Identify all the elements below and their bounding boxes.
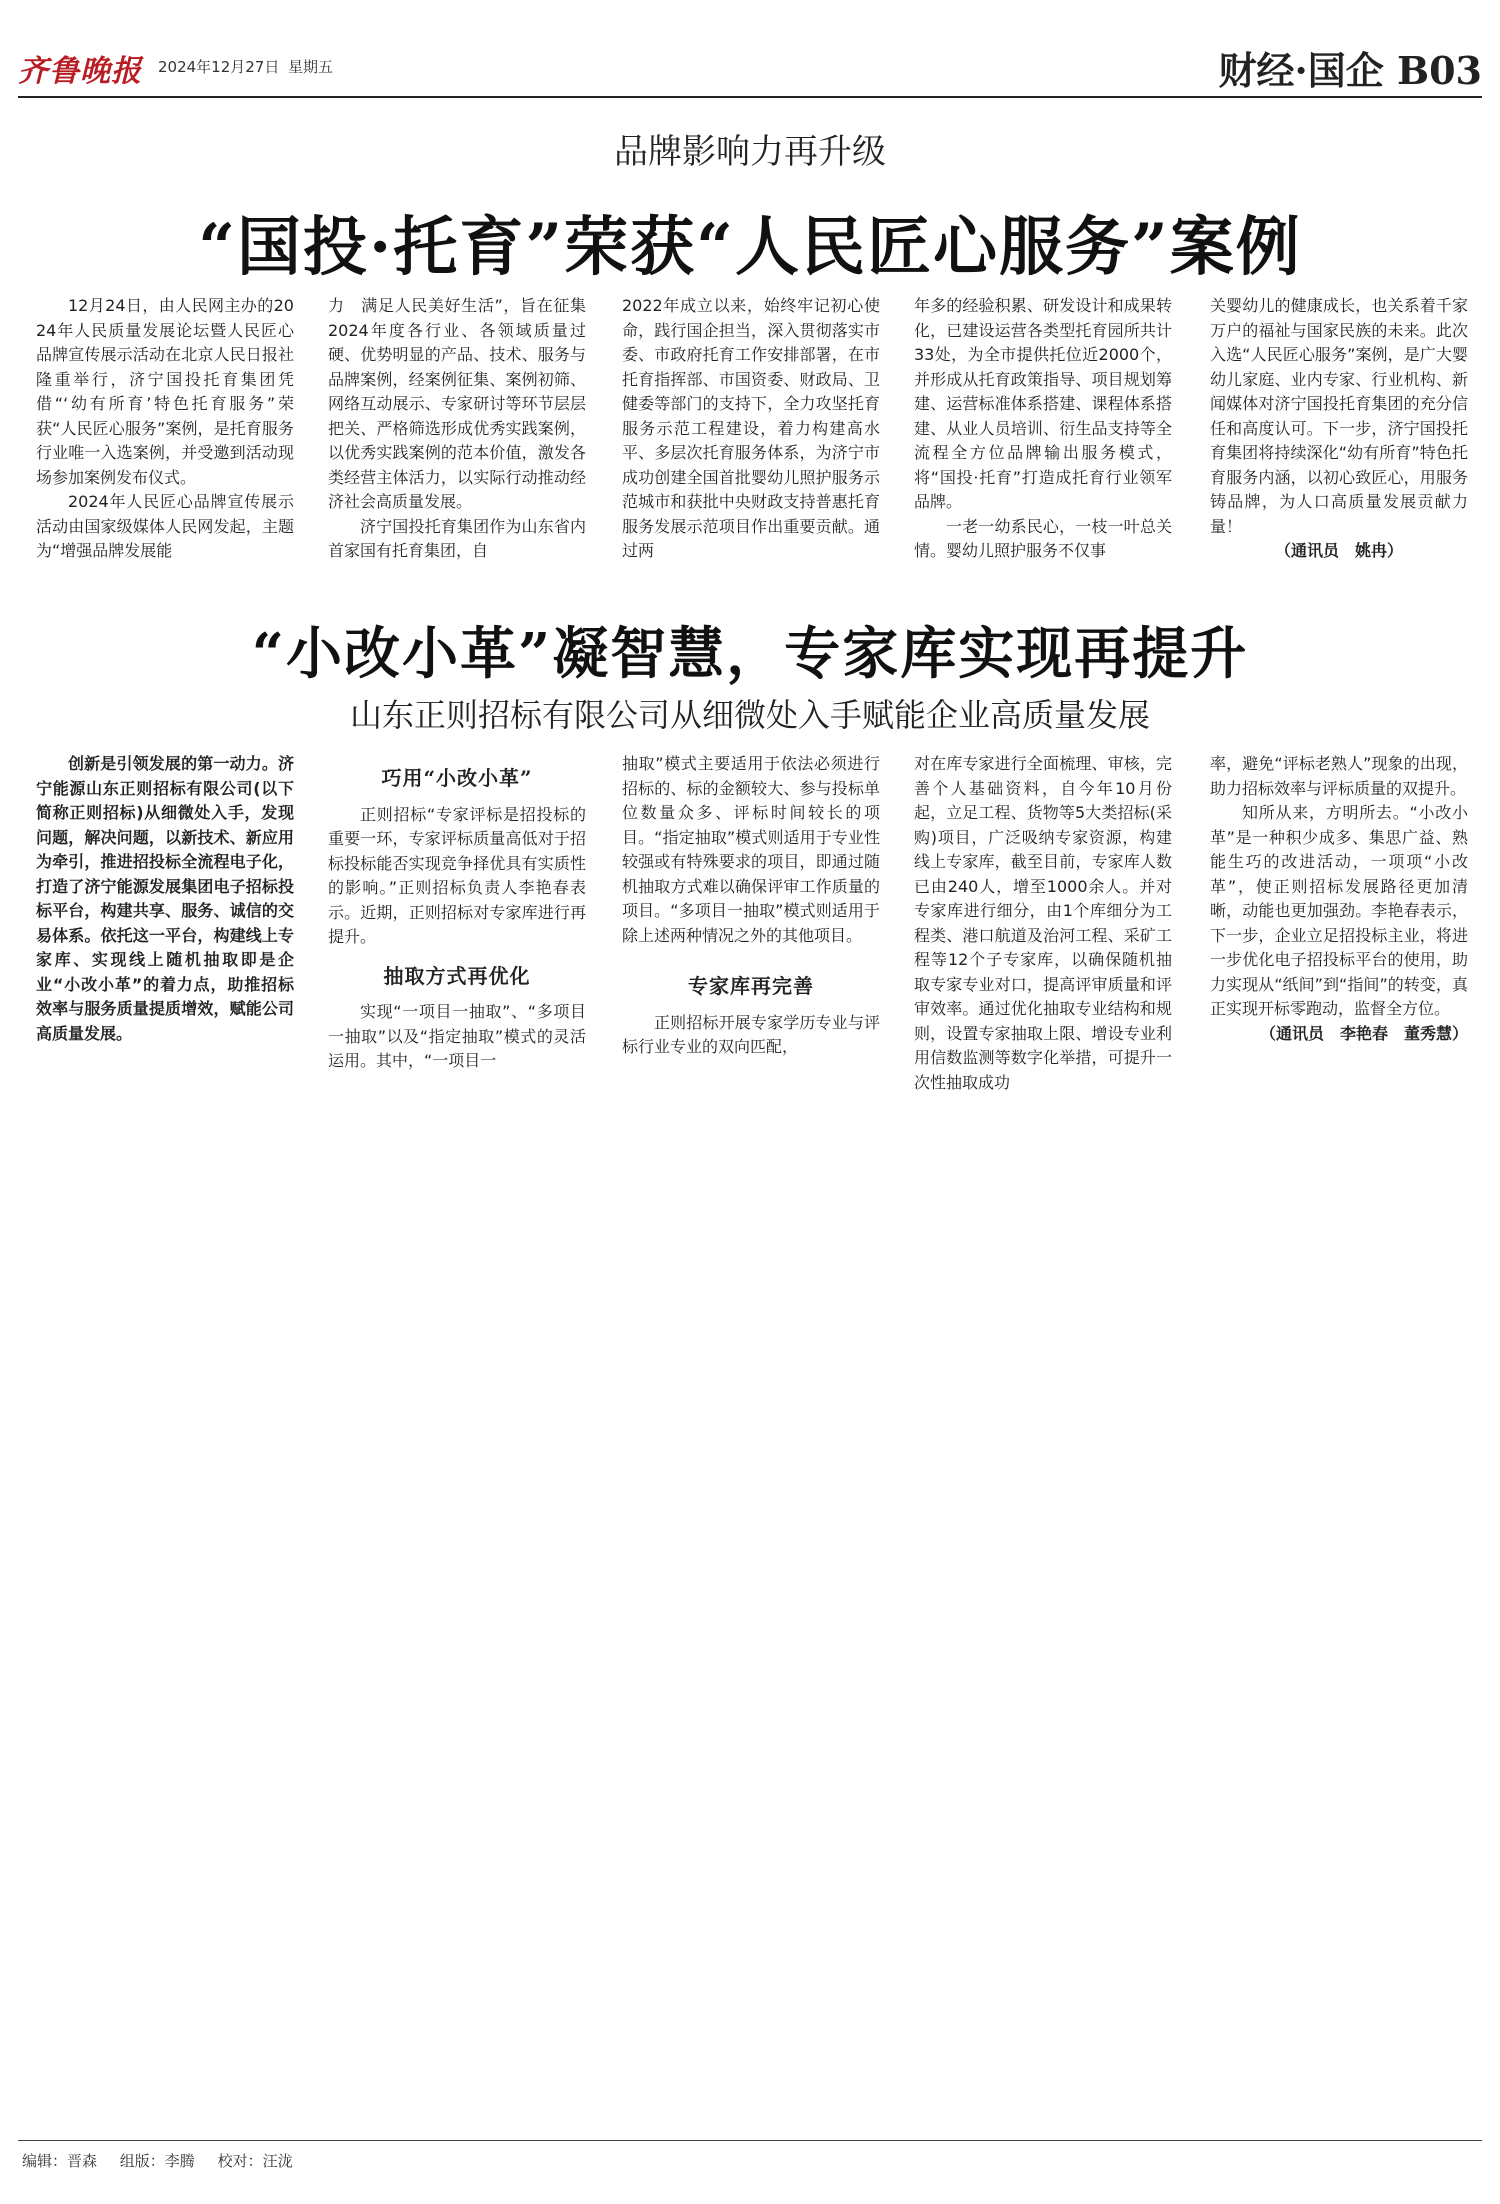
article1-kicker: 品牌影响力再升级 <box>614 132 886 172</box>
article1-paragraph: 2022年成立以来，始终牢记初心使命，践行国企担当，深入贯彻落实市委、市政府托育工作安排部署，在市托育指挥部、市国资委、财政局、卫健委等部门的支持下，全力攻坚托育服务示范工程建设，着力构建高水平、多层次托育服务体系，为济宁市成功创建全国首批婴幼儿照护服务示范城市和获批中央财政支持普惠托育服务发展示范项目作出重要贡献。通过两 <box>622 296 880 560</box>
article1-paragraph: 关婴幼儿的健康成长，也关系着千家万户的福祉与国家民族的未来。此次入选“人民匠心服务”案例，是广大婴幼儿家庭、业内专家、行业机构、新闻媒体对济宁国投托育集团的充分信任和高度认可。下一步，济宁国投托育集团将持续深化“幼有所育”特色托育服务内涵，以初心致匠心，用服务铸品牌，为人口高质量发展贡献力量！ <box>1210 296 1468 536</box>
article2-column-5 <box>1210 752 1468 1046</box>
article2-paragraph: 实现“一项目一抽取”、“多项目一抽取”以及“指定抽取”模式的灵活运用。其中，“一项目一 <box>328 1002 586 1070</box>
page-footer <box>22 2150 311 2171</box>
article2-column-2 <box>328 752 586 1074</box>
article1-paragraph: 年多的经验积累、研发设计和成果转化，已建设运营各类型托育园所共计33处，为全市提供托位近2000个，并形成从托育政策指导、项目规划筹建、运营标准体系搭建、课程体系搭建、从业人员培训、衍生品支持等全流程全方位品牌输出服务模式，将“国投·托育”打造成托育行业领军品牌。 <box>914 296 1172 511</box>
article2-paragraph: 正则招标“专家评标是招投标的重要一环，专家评标质量高低对于招标投标能否实现竞争择优具有实质性的影响。”正则招标负责人李艳春表示。近期，正则招标对专家库进行再提升。 <box>328 804 586 946</box>
article1-column-4 <box>914 294 1172 564</box>
section-subhead: 抽取方式再优化 <box>383 963 531 988</box>
article2-column-1 <box>36 752 294 1046</box>
article1-column-1 <box>36 294 294 564</box>
article2-paragraph: 抽取”模式主要适用于依法必须进行招标的、标的金额较大、参与投标单位数量众多、评标时间较长的项目。“指定抽取”模式则适用于专业性较强或有特殊要求的项目，即通过随机抽取方式难以确保评审工作质量的项目。“多项目一抽取”模式则适用于除上述两种情况之外的其他项目。 <box>622 754 880 945</box>
article2-paragraph: 正则招标开展专家学历专业与评标行业专业的双向匹配， <box>622 1012 880 1056</box>
article1-paragraph: 济宁国投托育集团作为山东省内首家国有托育集团，自 <box>328 516 586 560</box>
article1-paragraph: 力 满足人民美好生活”，旨在征集2024年度各行业、各领域质量过硬、优势明显的产品、技术、服务与品牌案例，经案例征集、案例初筛、网络互动展示、专家研讨等环节层层把关、严格筛选形成优秀实践案例，以优秀实践案例的范本价值，激发各类经营主体活力，以实际行动推动经济社会高质量发展。 <box>328 296 586 511</box>
footer-proofreader: 校对：汪泷 <box>217 2152 293 2170</box>
article2-paragraph: 知所从来，方明所去。“小改小革”是一种积少成多、集思广益、熟能生巧的改进活动，一项项“小改革”，使正则招标发展路径更加清晰，动能也更加强劲。李艳春表示，下一步，企业立足招投标主业，将进一步优化电子招投标平台的使用，助力实现从“纸间”到“指间”的转变，真正实现开标零跑动，监督全方位。 <box>1210 803 1468 1018</box>
article2-byline: （通讯员 李艳春 董秀慧） <box>1259 1023 1468 1043</box>
article1-column-5 <box>1210 294 1468 564</box>
article2-title: “小改小革”凝智慧，专家库实现再提升 <box>251 621 1249 687</box>
section-label: 财经·国企 B03 <box>1218 48 1482 93</box>
article1-paragraph: 12月24日，由人民网主办的2024年人民质量发展论坛暨人民匠心品牌宣传展示活动在北京人民日报社隆重举行，济宁国投托育集团凭借“‘幼有所育’特色托育服务”荣获“人民匠心服务”案例，是托育服务行业唯一入选案例，并受邀到活动现场参加案例发布仪式。 <box>36 296 294 487</box>
article2-paragraph: 率，避免“评标老熟人”现象的出现，助力招标效率与评标质量的双提升。 <box>1210 754 1468 798</box>
article2-column-3 <box>622 752 880 1060</box>
issue-weekday: 星期五 <box>288 58 334 76</box>
footer-rule <box>18 2140 1482 2141</box>
section-subhead: 巧用“小改小革” <box>381 766 533 790</box>
article1-paragraph: 2024年人民匠心品牌宣传展示活动由国家级媒体人民网发起，主题为“增强品牌发展能 <box>36 492 294 560</box>
footer-editor: 编辑：晋森 <box>22 2152 98 2170</box>
article1-paragraph: 一老一幼系民心，一枝一叶总关情。婴幼儿照护服务不仅事 <box>914 516 1172 560</box>
article1-title: “国投·托育”荣获“人民匠心服务”案例 <box>198 210 1302 285</box>
article2-paragraph: 创新是引领发展的第一动力。济宁能源山东正则招标有限公司(以下简称正则招标)从细微处入手，发现问题，解决问题，以新技术、新应用为牵引，推进招投标全流程电子化，打造了济宁能源发展集团电子招标投标平台，构建共享、服务、诚信的交易体系。依托这一平台，构建线上专家库、实现线上随机抽取即是企业“小改小革”的着力点，助推招标效率与服务质量提质增效，赋能公司高质量发展。 <box>36 754 294 1043</box>
section-subhead: 专家库再完善 <box>688 974 814 998</box>
article1-column-2 <box>328 294 586 564</box>
masthead <box>18 40 1482 96</box>
issue-date: 2024年12月27日 <box>158 58 280 76</box>
article1-column-3 <box>622 294 880 564</box>
article1-byline: （通讯员 姚冉） <box>1274 541 1403 560</box>
article2-paragraph: 对在库专家进行全面梳理、审核，完善个人基础资料，自今年10月份起，立足工程、货物等5大类招标(采购)项目，广泛吸纳专家资源，构建线上专家库，截至目前，专家库人数已由240人，增至1000余人。并对专家库进行细分，由1个库细分为工程类、港口航道及治河工程、采矿工程等12个子专家库，以确保随机抽取专家专业对口，提高评审质量和评审效率。通过优化抽取专业结构和规则，设置专家抽取上限、增设专业利用信数监测等数字化举措，可提升一次性抽取成功 <box>914 754 1172 1092</box>
footer-layout: 组版：李腾 <box>119 2152 195 2170</box>
header-rule <box>18 96 1482 98</box>
article2-column-4 <box>914 752 1172 1095</box>
article2-subtitle: 山东正则招标有限公司从细微处入手赋能企业高质量发展 <box>349 696 1150 734</box>
newspaper-logo: 齐鲁晚报 <box>18 54 142 89</box>
